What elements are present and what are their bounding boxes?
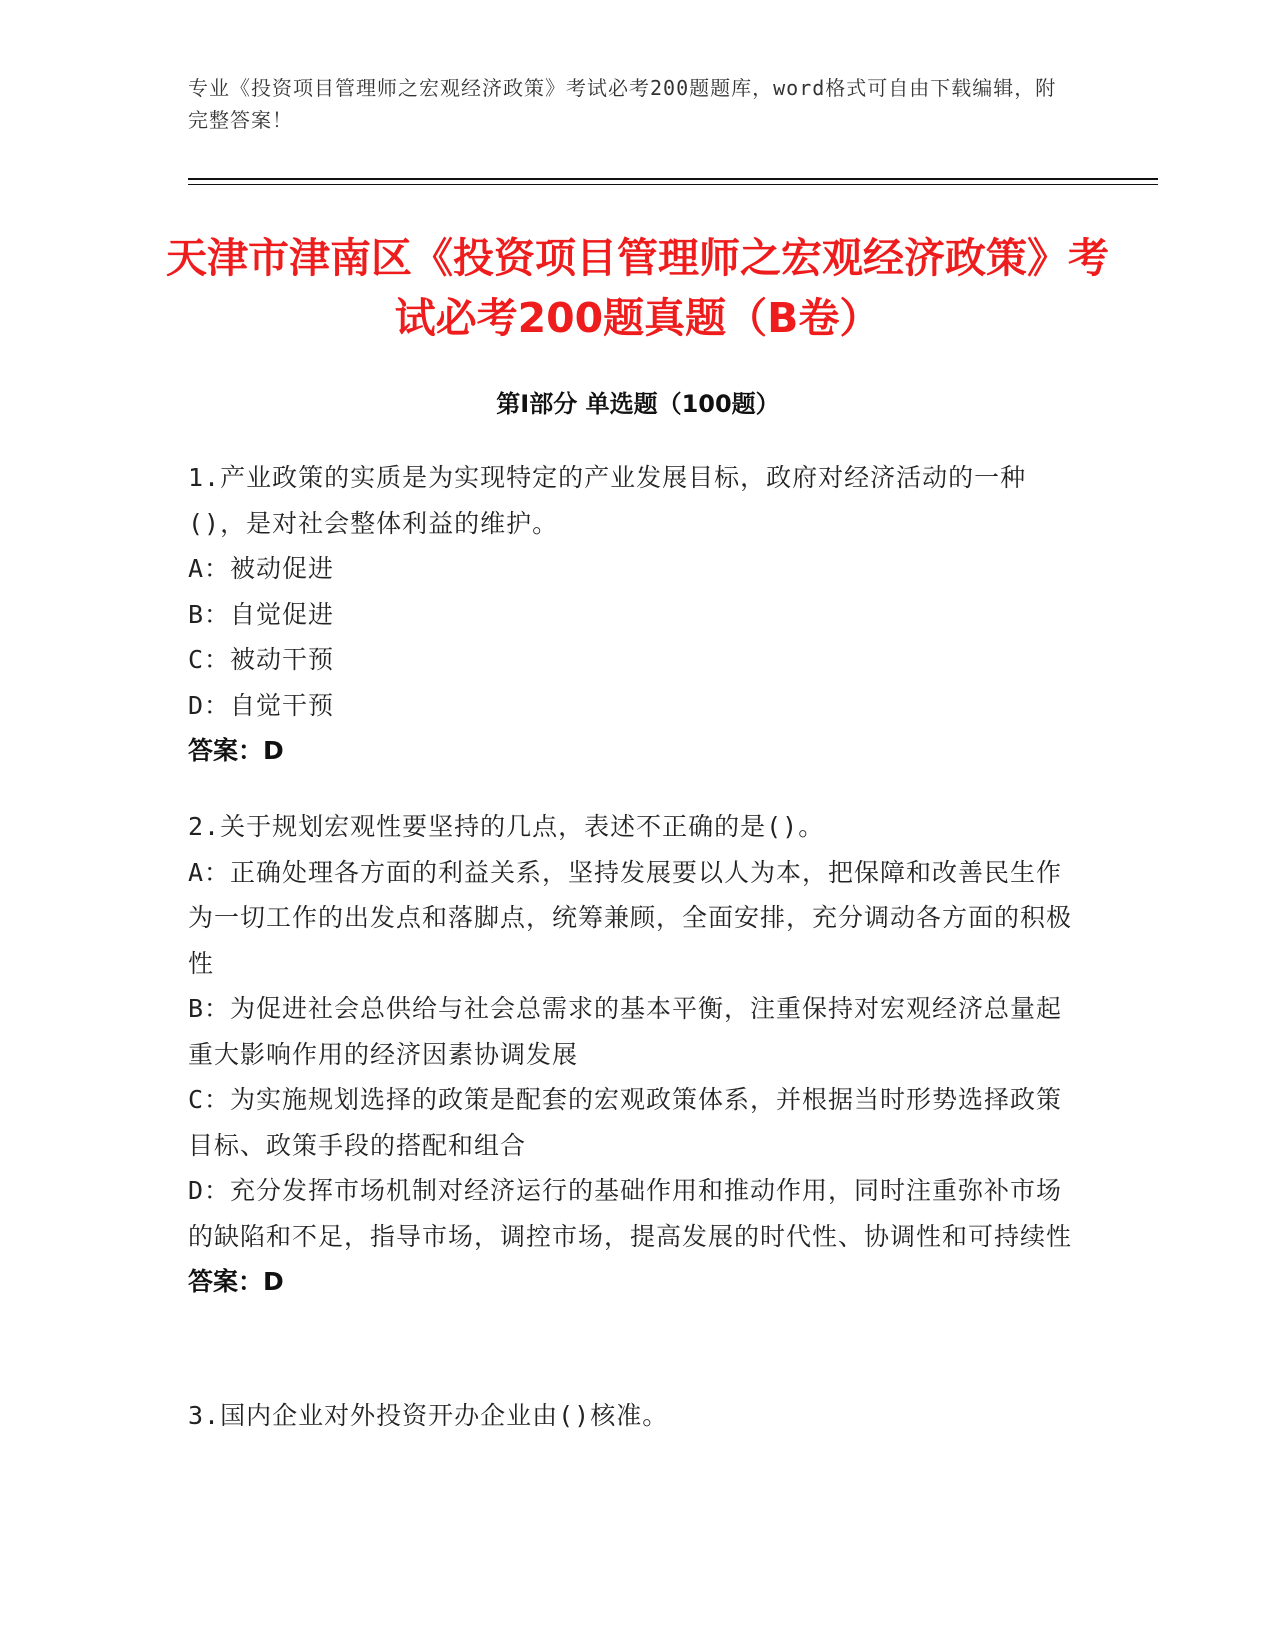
option-c: C：为实施规划选择的政策是配套的宏观政策体系，并根据当时形势选择政策目标、政策手段的搭配和组合 bbox=[188, 1085, 1063, 1160]
option-b: B：自觉促进 bbox=[188, 599, 335, 629]
option-d: D：充分发挥市场机制对经济运行的基础作用和推动作用，同时注重弥补市场的缺陷和不足，指导市场，调控市场，提高发展的时代性、协调性和可持续性 bbox=[188, 1176, 1073, 1251]
question-stem: 3.国内企业对外投资开办企业由()核准。 bbox=[188, 1401, 669, 1430]
header-divider-thin bbox=[188, 184, 1158, 185]
question-2 bbox=[188, 804, 1073, 1305]
option-d: D：自觉干预 bbox=[188, 690, 335, 720]
option-a: A：正确处理各方面的利益关系，坚持发展要以人为本，把保障和改善民生作为一切工作的出发点和落脚点，统筹兼顾，全面安排，充分调动各方面的积极性 bbox=[188, 857, 1073, 978]
header-note: 专业《投资项目管理师之宏观经济政策》考试必考200题题库，word格式可自由下载编辑，附完整答案！ bbox=[188, 76, 1057, 132]
answer: 答案：D bbox=[188, 1267, 284, 1296]
header-divider-thick bbox=[188, 178, 1158, 180]
document-title: 天津市津南区《投资项目管理师之宏观经济政策》考试必考200题真题（B卷） bbox=[166, 234, 1109, 342]
question-stem: 1.产业政策的实质是为实现特定的产业发展目标，政府对经济活动的一种()，是对社会整体利益的维护。 bbox=[188, 463, 1027, 538]
option-c: C：被动干预 bbox=[188, 645, 335, 674]
question-1 bbox=[188, 455, 1073, 774]
question-stem: 2.关于规划宏观性要坚持的几点，表述不正确的是()。 bbox=[188, 812, 825, 841]
option-a: A：被动促进 bbox=[188, 554, 335, 583]
option-b: B：为促进社会总供给与社会总需求的基本平衡，注重保持对宏观经济总量起重大影响作用的经济因素协调发展 bbox=[188, 994, 1063, 1069]
section-heading: 第Ⅰ部分 单选题（100题） bbox=[496, 390, 780, 418]
question-3 bbox=[188, 1393, 1073, 1439]
answer: 答案：D bbox=[188, 736, 284, 765]
